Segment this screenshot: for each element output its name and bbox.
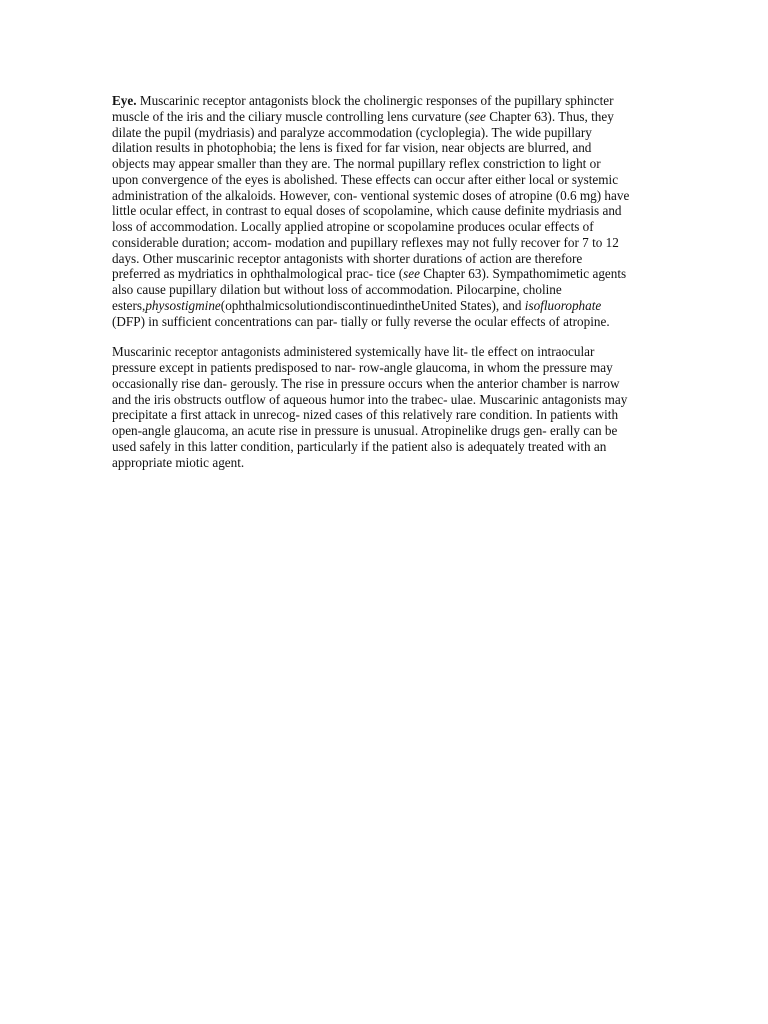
text-line: administration of the alkaloids. However, con- ventional systemic doses of atropine (0.6 mg) have: [112, 187, 630, 203]
text-line: [112, 93, 657, 109]
text-line: dilate the pupil (mydriasis) and paralyze accommodation (cycloplegia). The wide pupillary: [112, 124, 592, 140]
section-lead-eye: Eye.: [112, 93, 137, 108]
text-line: little ocular effect, in contrast to equal doses of scopolamine, which cause definite mydriasis and: [112, 203, 622, 219]
text-line: pressure except in patients predisposed to nar- row-angle glaucoma, in whom the pressure may: [112, 360, 613, 375]
text-line: [112, 298, 657, 314]
text-line: loss of accommodation. Locally applied atropine or scopolamine produces ocular effects of: [112, 219, 594, 234]
text-run: Chapter 63). Sympathomimetic agents: [419, 266, 627, 282]
text-run: muscle of the iris and the ciliary muscle controlling lens curvature (: [112, 108, 470, 124]
text-line: days. Other muscarinic receptor antagonists with shorter durations of action are therefore: [112, 250, 583, 266]
text-run: Chapter 63). Thus, they: [485, 108, 614, 124]
italic-run: physostigmine: [145, 297, 221, 313]
text-run: preferred as mydriatics in ophthalmological prac- tice (: [112, 266, 404, 282]
text-run: (ophthalmicsolutiondiscontinuedintheUnited States), and: [220, 297, 525, 313]
text-line: also cause pupillary dilation but without loss of accommodation. Pilocarpine, choline: [112, 282, 562, 297]
italic-run: see: [469, 108, 486, 124]
text-line: upon convergence of the eyes is abolished. These effects can occur after either local or systemic: [112, 171, 619, 187]
text-line: used safely in this latter condition, particularly if the patient also is adequately treated with an: [112, 438, 607, 454]
paragraph-intraocular-pressure: [112, 344, 657, 470]
paragraph-eye: [112, 93, 657, 329]
italic-run: see: [403, 266, 420, 282]
text-run: Muscarinic receptor antagonists block the cholinergic responses of the pupillary sphincter: [136, 93, 614, 108]
text-line: dilation results in photophobia; the lens is fixed for far vision, near objects are blurred, and: [112, 140, 592, 156]
text-line: considerable duration; accom- modation and pupillary reflexes may not fully recover for 7 to 12: [112, 234, 619, 250]
text-line: open-angle glaucoma, an acute rise in pressure is unusual. Atropinelike drugs gen- erally can be: [112, 423, 618, 438]
text-line: and the iris obstructs outflow of aqueous humor into the trabec- ulae. Muscarinic antagonists may: [112, 391, 628, 407]
text-line: [112, 266, 657, 282]
text-run: esters,: [112, 297, 146, 313]
text-line: appropriate miotic agent.: [112, 454, 245, 470]
text-line: Muscarinic receptor antagonists administered systemically have lit- tle effect on intraocular: [112, 344, 595, 360]
text-line: objects may appear smaller than they are. The normal pupillary reflex constriction to light or: [112, 156, 601, 171]
text-line: (DFP) in sufficient concentrations can par- tially or fully reverse the ocular effects of atropine.: [112, 313, 610, 329]
italic-run: isofluorophate: [524, 297, 602, 313]
text-line: precipitate a first attack in unrecog- nized cases of this relatively rare condition. In patients with: [112, 407, 619, 423]
text-line: [112, 109, 657, 125]
document-page: [112, 93, 657, 470]
text-line: occasionally rise dan- gerously. The rise in pressure occurs when the anterior chamber is narrow: [112, 375, 620, 391]
